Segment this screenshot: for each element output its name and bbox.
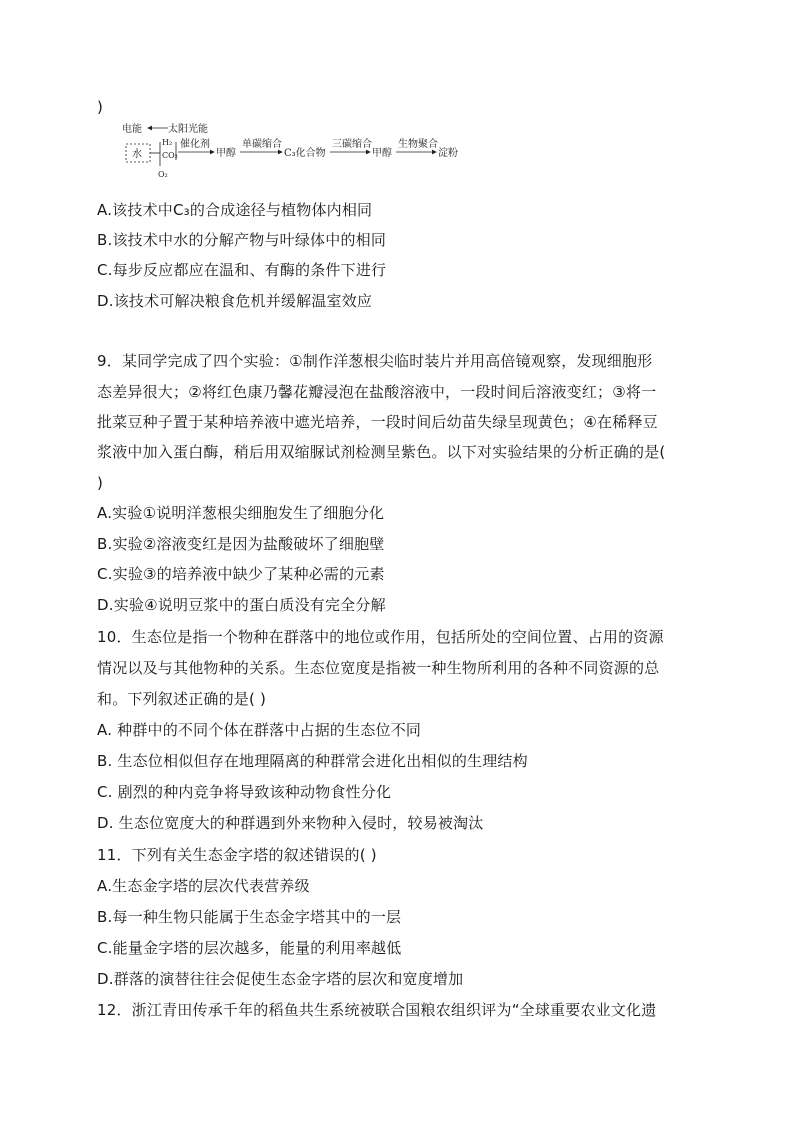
label-step2: 三碳缩合	[332, 139, 372, 150]
q8-option-d: D.该技术可解决粮食危机并缓解温室效应	[97, 292, 373, 310]
label-water: 水	[132, 149, 142, 160]
q8-option-a: A.该技术中C₃的合成途径与植物体内相同	[97, 201, 373, 219]
q10-stem-line-2: 情况以及与其他物种的关系。生态位宽度是指被一种生物所利用的各种不同资源的总	[97, 659, 660, 677]
q9-stem-line-4: 浆液中加入蛋白酶，稍后用双缩脲试剂检测呈紫色。以下对实验结果的分析正确的是(	[97, 443, 666, 461]
label-step1: 单碳缩合	[242, 139, 282, 150]
q12-stem-line-1: 12．浙江青田传承千年的稻鱼共生系统被联合国粮农组织评为“全球重要农业文化遗	[97, 1001, 657, 1019]
q10-option-a: A. 种群中的不同个体在群落中占据的生态位不同	[97, 721, 422, 739]
label-solar: 太阳光能	[168, 124, 208, 135]
label-catalyst: 催化剂	[180, 139, 210, 150]
q10-option-d: D. 生态位宽度大的种群遇到外来物种入侵时，较易被淘汰	[97, 814, 484, 832]
q11-option-b: B.每一种生物只能属于生态金字塔其中的一层	[97, 908, 402, 926]
q11-option-d: D.群落的演替往往会促使生态金字塔的层次和宽度增加	[97, 970, 464, 988]
label-h2: H₂	[162, 138, 173, 147]
label-electric: 电能	[122, 124, 142, 135]
q8-option-c: C.每步反应都应在温和、有酶的条件下进行	[97, 261, 387, 279]
q10-option-b: B. 生态位相似但存在地理隔离的种群常会进化出相似的生理结构	[97, 752, 528, 770]
paren-close-q8: )	[97, 98, 104, 116]
label-step3: 生物聚合	[398, 139, 438, 150]
q10-option-c: C. 剧烈的种内竞争将导致该种动物食性分化	[97, 783, 392, 801]
q9-option-a: A.实验①说明洋葱根尖细胞发生了细胞分化	[97, 504, 385, 522]
q9-paren-close: )	[97, 474, 104, 492]
q9-option-d: D.实验④说明豆浆中的蛋白质没有完全分解	[97, 596, 386, 614]
q9-stem-line-1: 9．某同学完成了四个实验：①制作洋葱根尖临时装片并用高倍镜观察，发现细胞形	[97, 352, 653, 370]
q9-option-c: C.实验③的培养液中缺少了某种必需的元素	[97, 565, 385, 583]
q11-stem: 11．下列有关生态金字塔的叙述错误的( )	[97, 846, 377, 864]
starch-synthesis-diagram	[118, 120, 478, 182]
label-c3: C₃化合物	[284, 148, 326, 159]
q10-stem-line-3: 和。下列叙述正确的是( )	[97, 690, 267, 708]
q9-option-b: B.实验②溶液变红是因为盐酸破坏了细胞壁	[97, 535, 385, 553]
q10-stem-line-1: 10．生态位是指一个物种在群落中的地位或作用，包括所处的空间位置、占用的资源	[97, 628, 664, 646]
q8-option-b: B.该技术中水的分解产物与叶绿体中的相同	[97, 231, 387, 249]
label-o2: O₂	[158, 170, 168, 179]
pathway-svg	[118, 120, 478, 182]
label-methanol-1: 甲醇	[216, 148, 236, 159]
q11-option-c: C.能量金字塔的层次越多，能量的利用率越低	[97, 939, 402, 957]
q11-option-a: A.生态金字塔的层次代表营养级	[97, 877, 310, 895]
label-methanol-2: 甲醇	[372, 148, 392, 159]
q9-stem-line-3: 批菜豆种子置于某种培养液中遮光培养，一段时间后幼苗失绿呈现黄色；④在稀释豆	[97, 413, 658, 431]
label-co2: CO₂	[162, 151, 178, 160]
q9-stem-line-2: 态差异很大；②将红色康乃馨花瓣浸泡在盐酸溶液中，一段时间后溶液变红；③将一	[97, 383, 657, 401]
label-starch: 淀粉	[438, 148, 458, 159]
